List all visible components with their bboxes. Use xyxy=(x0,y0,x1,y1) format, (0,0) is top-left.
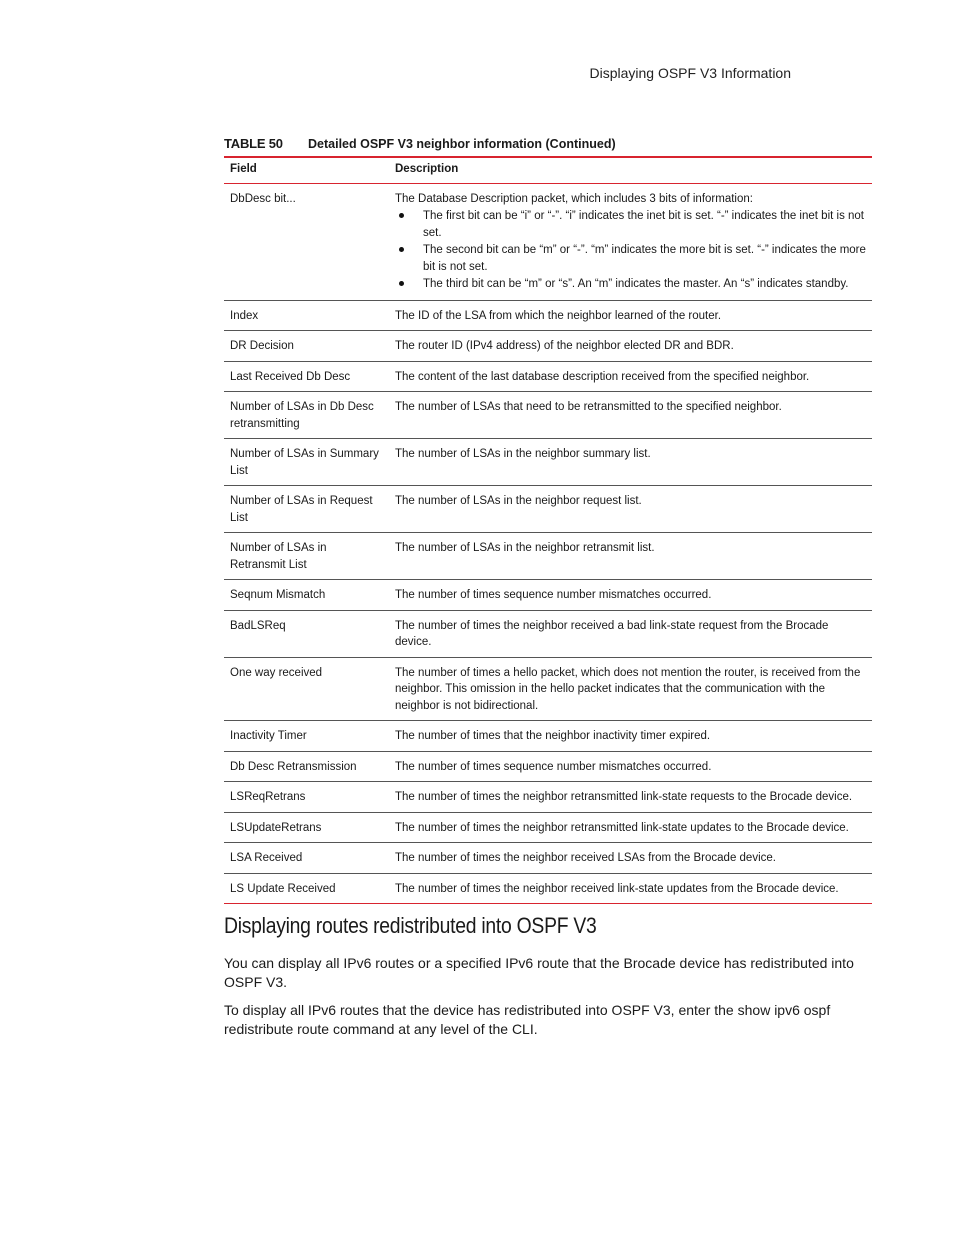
description-cell: The number of times that the neighbor inactivity timer expired. xyxy=(389,721,872,752)
table-row xyxy=(224,361,872,392)
bullet-item: The second bit can be “m” or “-”. “m” indicates the more bit is set. “-” indicates the more bit is not set. xyxy=(423,242,866,275)
description-cell: The content of the last database description received from the specified neighbor. xyxy=(389,361,872,392)
table-row xyxy=(224,533,872,580)
description-cell: The number of LSAs in the neighbor retransmit list. xyxy=(389,533,872,580)
table-header-row xyxy=(224,157,872,183)
field-cell: LS Update Received xyxy=(224,873,389,904)
field-cell: Inactivity Timer xyxy=(224,721,389,752)
description-cell: The router ID (IPv4 address) of the neighbor elected DR and BDR. xyxy=(389,331,872,362)
table-row xyxy=(224,580,872,611)
table-row xyxy=(224,873,872,904)
description-cell: The number of LSAs in the neighbor request list. xyxy=(389,486,872,533)
description-cell: The number of times a hello packet, which does not mention the router, is received from the neighbor. This omission in the hello packet indicates that the communication with the neighbor is not bidirectional. xyxy=(389,657,872,721)
description-cell: The number of times the neighbor received link-state updates from the Brocade device. xyxy=(389,873,872,904)
table-row xyxy=(224,610,872,657)
cli-command: show ipv6 ospf redistribute route xyxy=(224,1002,831,1037)
dbdesc-bullet-list xyxy=(395,208,866,293)
table-row xyxy=(224,439,872,486)
field-cell: LSUpdateRetrans xyxy=(224,812,389,843)
table-row xyxy=(224,721,872,752)
table-title: Detailed OSPF V3 neighbor information (Continued) xyxy=(308,137,616,151)
field-cell: Last Received Db Desc xyxy=(224,361,389,392)
body-paragraph-command xyxy=(224,1001,872,1039)
description-cell: The number of times the neighbor retransmitted link-state updates to the Brocade device. xyxy=(389,812,872,843)
table-row xyxy=(224,657,872,721)
field-cell: Index xyxy=(224,300,389,331)
paragraph-text-after: command at any level of the CLI. xyxy=(329,1021,538,1037)
table-row xyxy=(224,782,872,813)
field-cell: Number of LSAs in Db Desc retransmitting xyxy=(224,392,389,439)
table-block xyxy=(224,136,872,904)
description-cell: The number of times sequence number mismatches occurred. xyxy=(389,580,872,611)
field-cell: DR Decision xyxy=(224,331,389,362)
table-row xyxy=(224,843,872,874)
field-cell: Number of LSAs in Request List xyxy=(224,486,389,533)
description-cell: The number of LSAs in the neighbor summary list. xyxy=(389,439,872,486)
table-row xyxy=(224,486,872,533)
field-cell: LSA Received xyxy=(224,843,389,874)
description-cell: The number of times the neighbor received a bad link-state request from the Brocade device. xyxy=(389,610,872,657)
table-row xyxy=(224,812,872,843)
field-cell: BadLSReq xyxy=(224,610,389,657)
description-cell: The number of times the neighbor received LSAs from the Brocade device. xyxy=(389,843,872,874)
description-cell: The number of times the neighbor retransmitted link-state requests to the Brocade device. xyxy=(389,782,872,813)
description-cell: The number of LSAs that need to be retransmitted to the specified neighbor. xyxy=(389,392,872,439)
field-cell: Number of LSAs in Summary List xyxy=(224,439,389,486)
body-paragraph: You can display all IPv6 routes or a specified IPv6 route that the Brocade device has redistributed into OSPF V3. xyxy=(224,955,854,990)
table-caption xyxy=(224,136,872,156)
header-field: Field xyxy=(224,157,389,183)
field-cell: DbDesc bit... xyxy=(224,183,389,300)
table-row xyxy=(224,300,872,331)
table-row xyxy=(224,183,872,300)
table-row xyxy=(224,751,872,782)
field-cell: Number of LSAs in Retransmit List xyxy=(224,533,389,580)
table-row xyxy=(224,392,872,439)
running-head: Displaying OSPF V3 Information xyxy=(589,65,791,81)
field-cell: LSReqRetrans xyxy=(224,782,389,813)
field-cell: Seqnum Mismatch xyxy=(224,580,389,611)
description-cell: The ID of the LSA from which the neighbor learned of the router. xyxy=(389,300,872,331)
table-label: TABLE 50 xyxy=(224,136,283,151)
description-cell: The number of times sequence number mismatches occurred. xyxy=(389,751,872,782)
paragraph-text-before: To display all IPv6 routes that the device has redistributed into OSPF V3, enter the xyxy=(224,1002,738,1018)
bullet-item: The third bit can be “m” or “s”. An “m” indicates the master. An “s” indicates standby. xyxy=(423,276,866,293)
table-row xyxy=(224,331,872,362)
field-cell: One way received xyxy=(224,657,389,721)
dbdesc-intro: The Database Description packet, which includes 3 bits of information: xyxy=(395,192,753,205)
description-cell xyxy=(389,183,872,300)
ospf-neighbor-table xyxy=(224,156,872,904)
bullet-item: The first bit can be “i” or “-”. “i” indicates the inet bit is set. “-” indicates the inet bit is not set. xyxy=(423,208,866,241)
field-cell: Db Desc Retransmission xyxy=(224,751,389,782)
header-description: Description xyxy=(389,157,872,183)
section-heading: Displaying routes redistributed into OSPF V3 xyxy=(224,913,597,938)
